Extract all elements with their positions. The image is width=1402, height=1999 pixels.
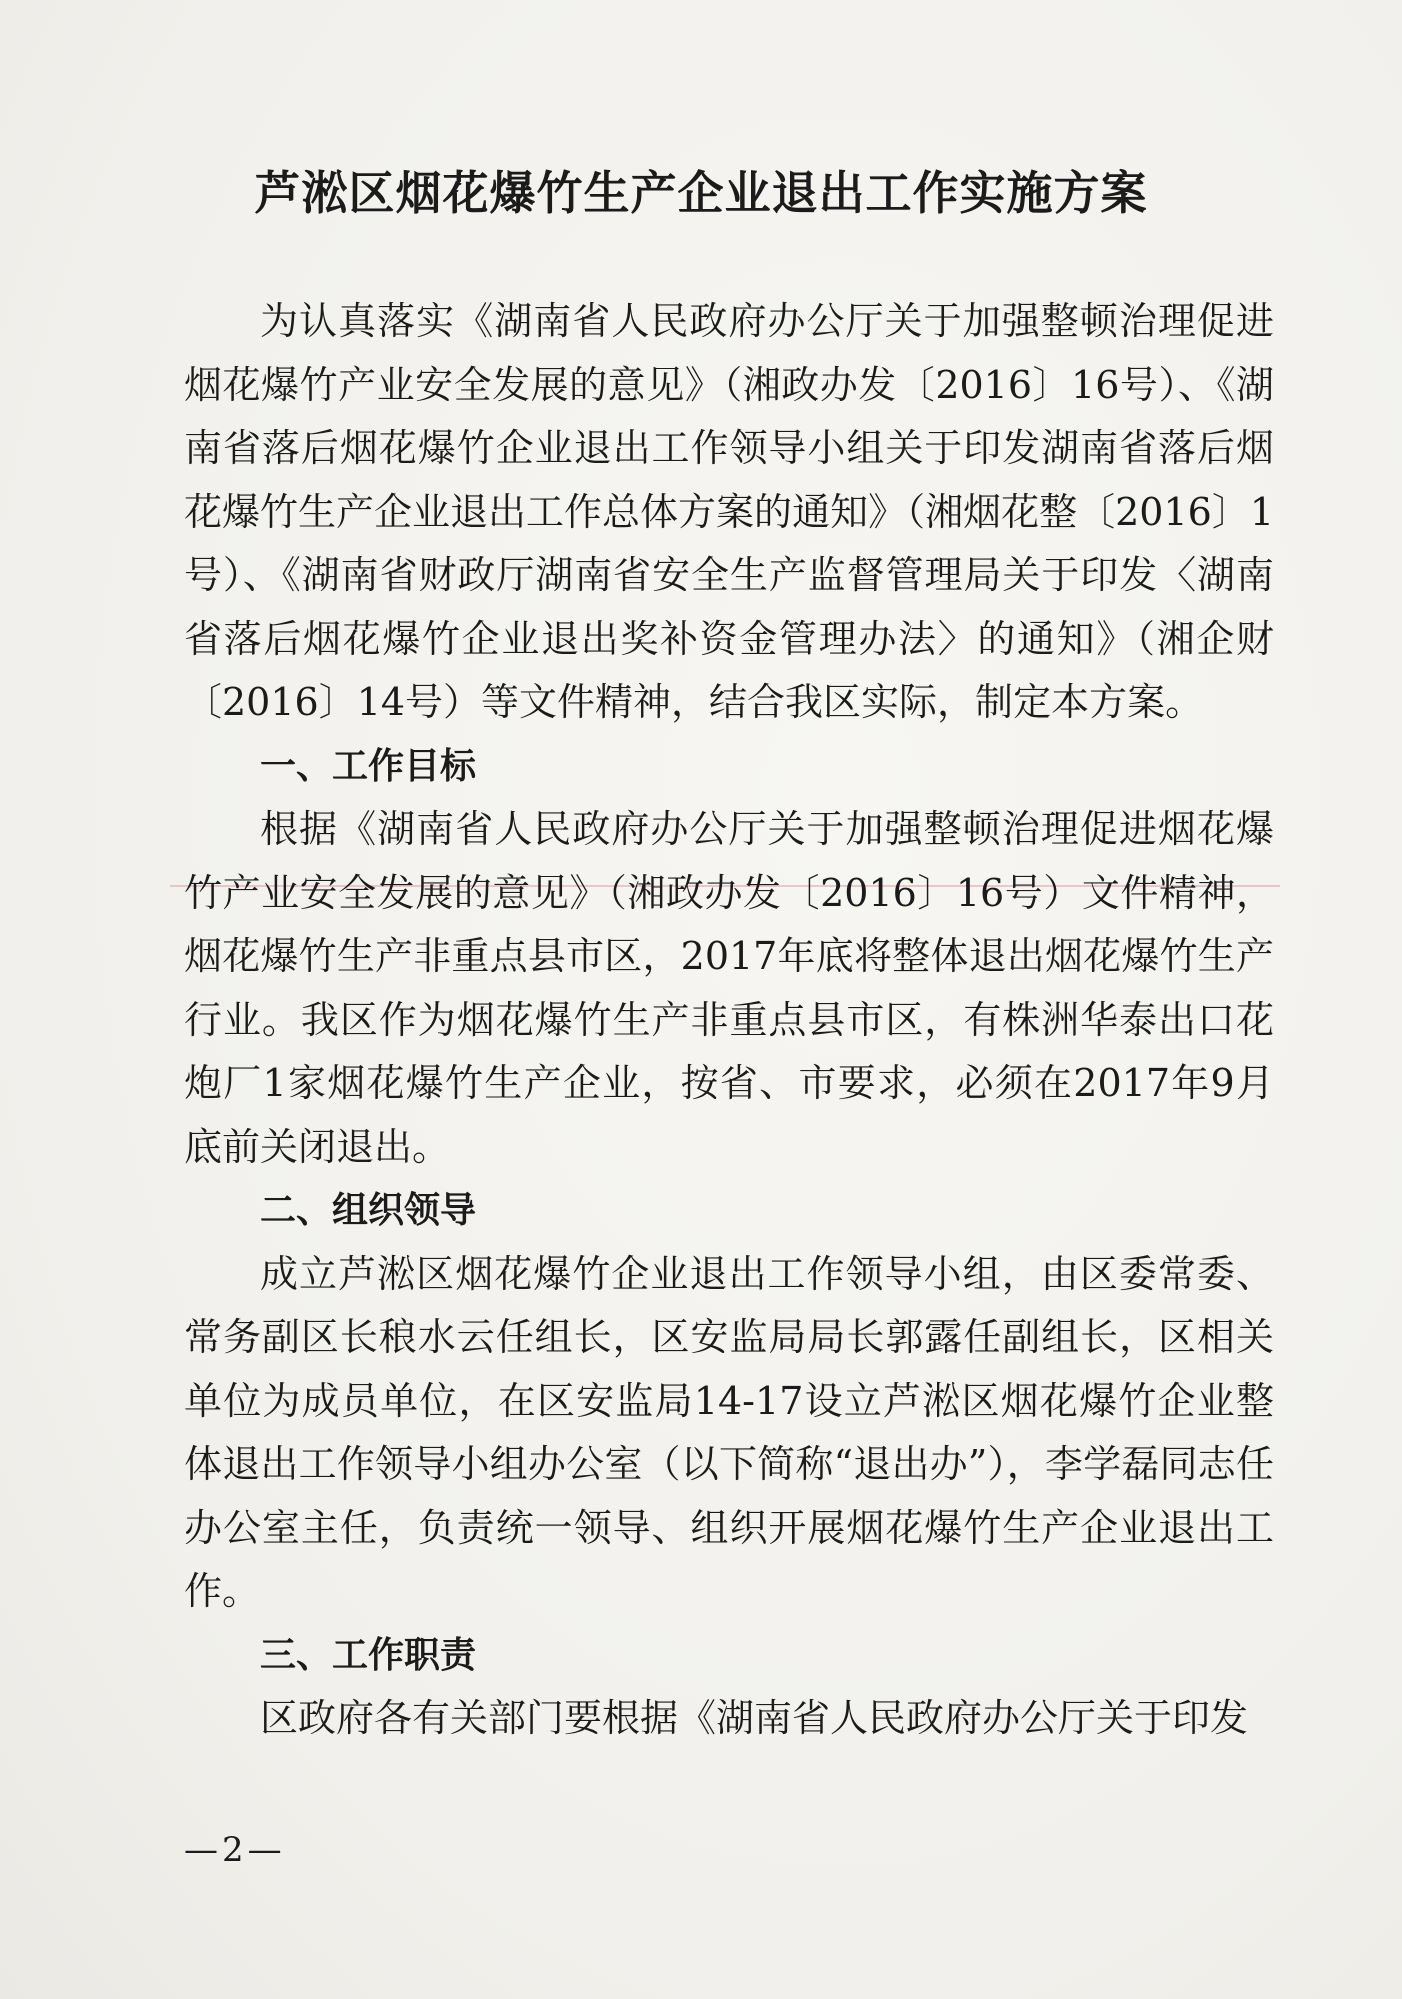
- organization-paragraph: 成立芦淞区烟花爆竹企业退出工作领导小组，由区委常委、常务副区长稂水云任组长，区安监局局长郭露任副组长，区相关单位为成员单位，在区安监局14-17设立芦淞区烟花爆竹企业整体退出工作领导小组办公室（以下简称“退出办”），李学磊同志任办公室主任，负责统一领导、组织开展烟花爆竹生产企业退出工作。: [184, 1251, 1274, 1613]
- section-heading-goals: 一、工作目标: [260, 745, 477, 787]
- section-heading-duties: 三、工作职责: [260, 1634, 477, 1676]
- duties-paragraph: 区政府各有关部门要根据《湖南省人民政府办公厅关于印发: [260, 1696, 1249, 1740]
- document-body: [184, 290, 1274, 1751]
- goals-paragraph: 根据《湖南省人民政府办公厅关于加强整顿治理促进烟花爆竹产业安全发展的意见》（湘政办发〔2016〕16号）文件精神，烟花爆竹生产非重点县市区，2017年底将整体退出烟花爆竹生产行业。我区作为烟花爆竹生产非重点县市区，有株洲华泰出口花炮厂1家烟花爆竹生产企业，按省、市要求，必须在2017年9月底前关闭退出。: [184, 807, 1274, 1169]
- section-heading-organization: 二、组织领导: [260, 1190, 477, 1231]
- page-number: —2—: [184, 1830, 286, 1870]
- document-title: 芦淞区烟花爆竹生产企业退出工作实施方案: [254, 166, 1148, 220]
- intro-paragraph: 为认真落实《湖南省人民政府办公厅关于加强整顿治理促进烟花爆竹产业安全发展的意见》（湘政办发〔2016〕16号）、《湖南省落后烟花爆竹企业退出工作领导小组关于印发湖南省落后烟花爆竹生产企业退出工作总体方案的通知》（湘烟花整〔2016〕1号）、《湖南省财政厅湖南省安全生产监督管理局关于印发〈湖南省落后烟花爆竹企业退出奖补资金管理办法〉的通知》（湘企财〔2016〕14号）等文件精神，结合我区实际，制定本方案。: [184, 299, 1274, 724]
